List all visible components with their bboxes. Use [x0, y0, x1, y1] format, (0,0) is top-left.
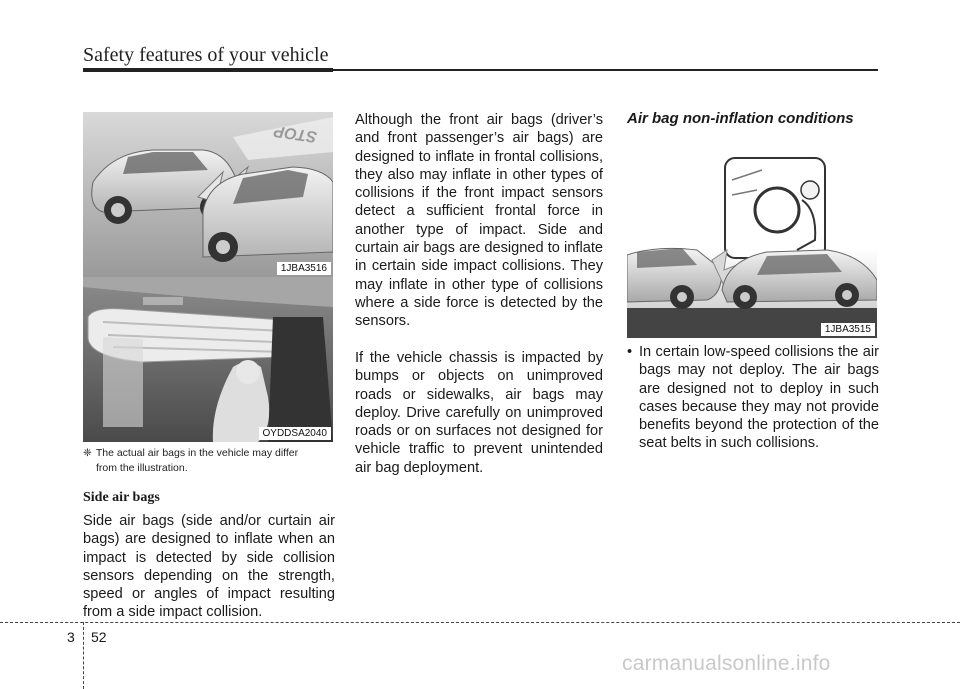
- page-number: 52: [91, 629, 107, 645]
- footer-vertical-divider: [83, 622, 84, 689]
- side-collision-illustration: [83, 112, 333, 277]
- figure-code-label: OYDDSA2040: [259, 427, 331, 440]
- side-air-bags-paragraph: Side air bags (side and/or curtain air bags) are designed to inflate when an impact is detected by side collision sensors depending on the strength, speed or angles of impact resulting from a side impact collision.: [83, 513, 335, 621]
- chapter-number: 3: [67, 629, 75, 645]
- header-title: Safety features of your vehicle: [83, 44, 329, 66]
- figure-code-label: 1JBA3515: [821, 323, 875, 336]
- bullet-text: In certain low-speed collisions the air bags may not deploy. The air bags are designed not to deploy in such cases because they may not provide benefits beyond the protection of the seat belts in such collisions.: [639, 344, 879, 452]
- section-heading-non-inflation: Air bag non-inflation conditions: [627, 110, 854, 127]
- low-speed-collision-illustration: [627, 140, 877, 338]
- chassis-impact-paragraph: If the vehicle chassis is impacted by bumps or objects on unimproved roads or sidewalks, air bags may deploy. Drive carefully on unimproved roads or on surfaces not designed for vehicle traffic to prevent unintended air bag deployment.: [355, 350, 603, 476]
- curtain-air-bag-illustration: [83, 277, 333, 442]
- bullet-dot: •: [627, 344, 633, 360]
- road-marking-text: STOP: [272, 122, 319, 145]
- section-heading-side-air-bags: Side air bags: [83, 490, 160, 505]
- note-mark: ❈: [83, 447, 92, 459]
- header-rule-accent: [83, 68, 333, 72]
- footer-divider: [0, 622, 960, 623]
- note-text: The actual air bags in the vehicle may differ: [95, 447, 299, 459]
- figure-code-label: 1JBA3516: [277, 262, 331, 275]
- curtain-air-bag-drawing: [83, 277, 333, 442]
- watermark: carmanualsonline.info: [622, 652, 831, 675]
- side-collision-drawing: [83, 112, 333, 277]
- front-air-bags-paragraph: Although the front air bags (driver’s and front passenger’s air bags) are designed to inflate in frontal collisions, they also may inflate in other types of collisions if the front impact sensors detect a sufficient frontal force in another type of impact. Side and curtain air bags are designed to inflate in certain side impact collisions. They may inflate in other type of collisions where a side force is detected by the sensors.: [355, 112, 603, 330]
- low-speed-collision-drawing: [627, 140, 877, 338]
- non-inflation-bullet-item: [627, 343, 879, 453]
- note-text-continued: from the illustration.: [96, 462, 188, 474]
- illustration-note: [83, 446, 338, 476]
